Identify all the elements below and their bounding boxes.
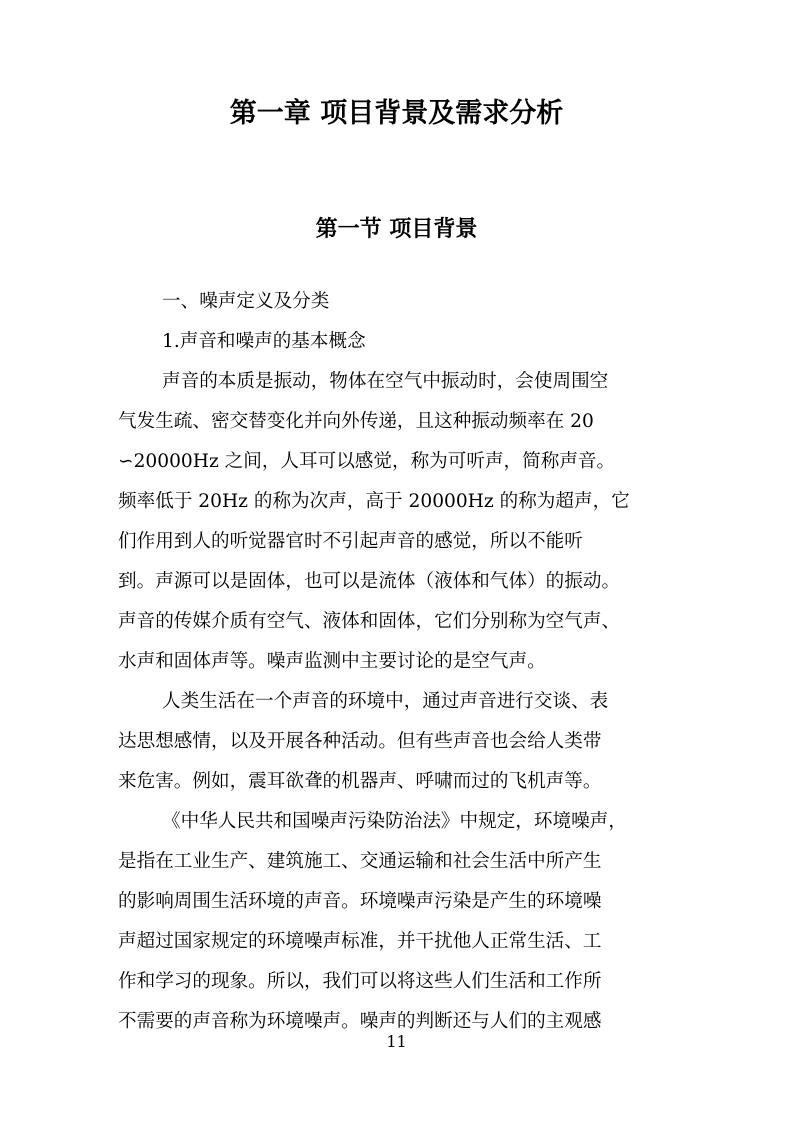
text-line: 达思想感情，以及开展各种活动。但有些声音也会给人类带 xyxy=(118,731,602,752)
page-number: 11 xyxy=(386,1032,407,1051)
text-line: 《中华人民共和国噪声污染防治法》中规定，环境噪声， xyxy=(162,811,627,832)
body-text xyxy=(118,282,678,1042)
text-line: 的影响周围生活环境的声音。环境噪声污染是产生的环境噪 xyxy=(118,891,602,912)
text-line: ∽20000Hz 之间，人耳可以感觉，称为可听声，简称声音。 xyxy=(118,451,616,472)
text-line: 频率低于 20Hz 的称为次声，高于 20000Hz 的称为超声，它 xyxy=(118,491,630,512)
text-line: 水声和固体声等。噪声监测中主要讨论的是空气声。 xyxy=(118,651,546,672)
text-line: 人类生活在一个声音的环境中，通过声音进行交谈、表 xyxy=(162,691,609,712)
text-line: 声超过国家规定的环境噪声标准，并干扰他人正常生活、工 xyxy=(118,931,602,952)
text-line: 来危害。例如，震耳欲聋的机器声、呼啸而过的飞机声等。 xyxy=(118,771,602,792)
chapter-title: 第一章 项目背景及需求分析 xyxy=(229,98,564,129)
text-line: 声音的本质是振动，物体在空气中振动时，会使周围空 xyxy=(162,371,609,392)
text-line: 们作用到人的听觉器官时不引起声音的感觉，所以不能听 xyxy=(118,531,583,552)
text-line: 气发生疏、密交替变化并向外传递，且这种振动频率在 20 xyxy=(118,411,594,432)
section-title: 第一节 项目背景 xyxy=(315,217,478,242)
text-line: 到。声源可以是固体，也可以是流体（液体和气体）的振动。 xyxy=(118,571,621,592)
text-line: 是指在工业生产、建筑施工、交通运输和社会生活中所产生 xyxy=(118,851,602,872)
text-line: 作和学习的现象。所以，我们可以将这些人们生活和工作所 xyxy=(118,971,602,992)
subheading-basic-concepts: 1.声音和噪声的基本概念 xyxy=(162,331,366,352)
text-line: 不需要的声音称为环境噪声。噪声的判断还与人们的主观感 xyxy=(118,1011,602,1032)
text-line: 声音的传媒介质有空气、液体和固体，它们分别称为空气声、 xyxy=(118,611,621,632)
heading-noise-definition: 一、噪声定义及分类 xyxy=(162,291,330,312)
